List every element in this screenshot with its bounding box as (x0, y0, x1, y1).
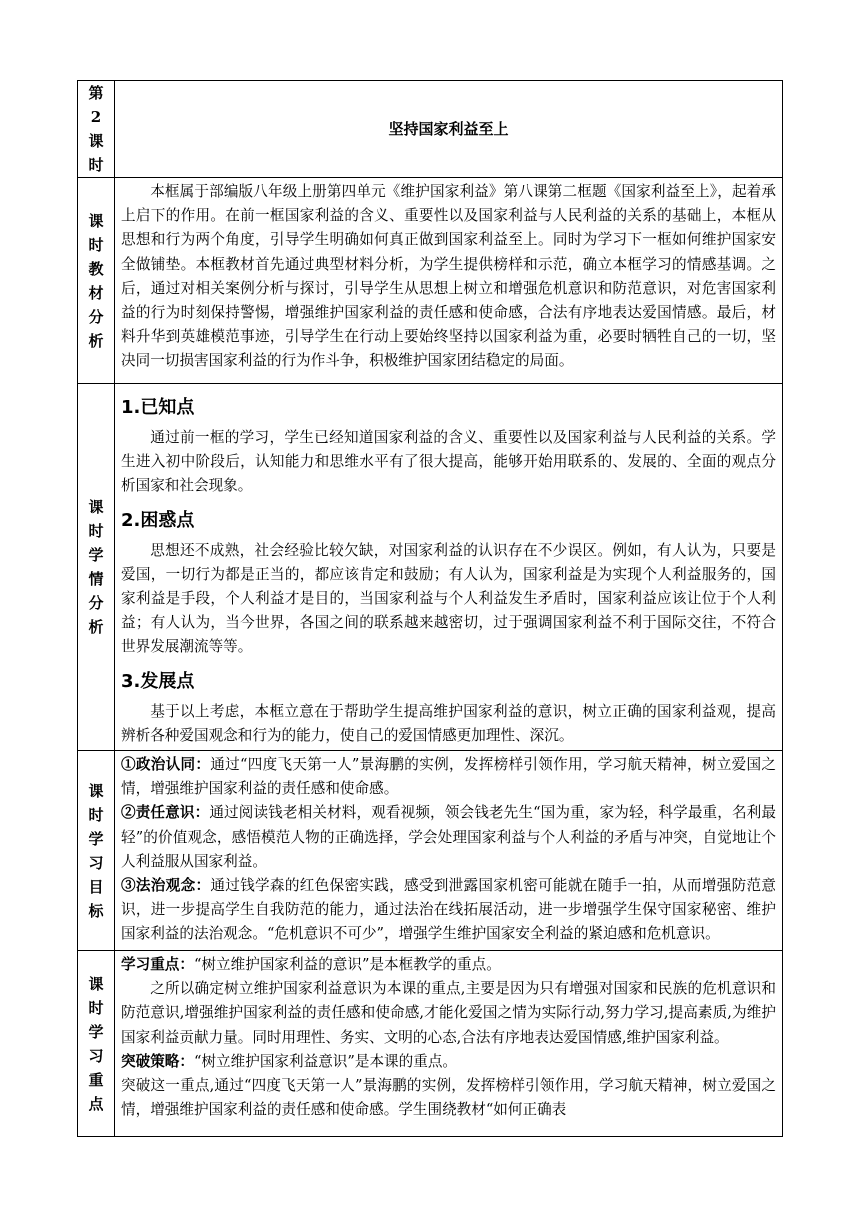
objective-political (121, 753, 776, 801)
objective-rule-of-law (121, 874, 776, 947)
material-analysis-label: 课时教材分析 (88, 211, 104, 350)
key-strategy-text: “树立维护国家利益意识”是本课的重点。 (193, 1052, 458, 1070)
lesson-title: 坚持国家利益至上 (388, 120, 509, 138)
objective-responsibility (121, 801, 776, 874)
key-focus (121, 953, 776, 977)
key-points-label-cell (78, 951, 115, 1137)
objective-political-term: ①政治认同： (121, 756, 211, 774)
objectives-label-cell (78, 751, 115, 951)
lesson-number-label: 第2课时 (88, 84, 104, 174)
lesson-title-cell (115, 81, 783, 178)
lesson-number-cell (78, 81, 115, 178)
key-points-label: 课时学习重点 (88, 974, 104, 1113)
title-row (78, 81, 783, 178)
material-analysis-cell (115, 178, 783, 384)
key-strategy-detail: 突破这一重点,通过“四度飞天第一人”景海鹏的实例，发挥榜样引领作用，学习航天精神，树立爱国之情，增强维护国家利益的责任感和使命感。学生围绕教材“如何正确表 (121, 1077, 776, 1119)
key-strategy (121, 1050, 776, 1074)
lesson-plan-table (77, 80, 783, 1137)
objective-responsibility-text: 通过阅读钱老相关材料，观看视频，领会钱老先生“国为重，家为轻，科学最重，名利最轻”的价值观念，感悟模范人物的正确选择，学会处理国家利益与个人利益的矛盾与冲突，自觉地让个人利益服从国家利益。 (121, 804, 776, 870)
student-analysis-label-cell (78, 384, 115, 751)
objectives-label: 课时学习目标 (88, 781, 104, 920)
confusion-points-text: 思想还不成熟，社会经验比较欠缺，对国家利益的认识存在不少误区。例如，有人认为，只要是爱国，一切行为都是正当的，都应该肯定和鼓励；有人认为，国家利益是为实现个人利益服务的，国家利益是手段，个人利益才是目的，当国家利益与个人利益发生矛盾时，国家利益应该让位于个人利益；有人认为，当今世界，各国之间的联系越来越密切，过于强调国家利益不利于国际交往，不符合世界发展潮流等等。 (121, 541, 776, 656)
objective-rule-of-law-text: 通过钱学森的红色保密实践，感受到泄露国家机密可能就在随手一拍，从而增强防范意识，进一步提高学生自我防范的能力，通过法治在线拓展活动，进一步增强学生保守国家秘密、维护国家利益的法治观念。“危机意识不可少”，增强学生维护国家安全利益的紧迫感和危机意识。 (121, 877, 776, 943)
key-strategy-term: 突破策略： (121, 1052, 194, 1070)
key-reason-text: 之所以确定树立维护国家利益意识为本课的重点,主要是因为只有增强对国家和民族的危机意识和防范意识,增强维护国家利益的责任感和使命感,才能化爱国之情为实际行动,努力学习,提高素质,为维护国家利益贡献力量。同时用理性、务实、文明的心态,合法有序地表达爱国情感,维护国家利益。 (121, 980, 776, 1046)
student-analysis-label: 课时学情分析 (88, 498, 104, 637)
development-points-text: 基于以上考虑，本框立意在于帮助学生提高维护国家利益的意识，树立正确的国家利益观，提高辨析各种爱国观念和行为的能力，使自己的爱国情感更加理性、深沉。 (121, 702, 776, 744)
material-analysis-text: 本框属于部编版八年级上册第四单元《维护国家利益》第八课第二框题《国家利益至上》，起着承上启下的作用。在前一框国家利益的含义、重要性以及国家利益与人民利益的关系的基础上，本框从思想和行为两个角度，引导学生明确如何真正做到国家利益至上。同时为学习下一框如何维护国家安全做铺垫。本框教材首先通过典型材料分析，为学生提供榜样和示范，确立本框学习的情感基调。之后，通过对相关案例分析与探讨，引导学生从思想上树立和增强危机意识和防范意识，对危害国家利益的行为时刻保持警惕，增强维护国家利益的责任感和使命感，合法有序地表达爱国情感。最后，材料升华到英雄模范事迹，引导学生在行动上要始终坚持以国家利益为重，必要时牺牲自己的一切，坚决同一切损害国家利益的行为作斗争，积极维护国家团结稳定的局面。 (121, 183, 776, 370)
confusion-points-heading: 2.困惑点 (121, 509, 195, 531)
student-analysis-cell (115, 384, 783, 751)
objective-responsibility-term: ②责任意识： (121, 804, 210, 822)
material-analysis-row (78, 178, 783, 384)
objectives-cell (115, 751, 783, 951)
objectives-row (78, 751, 783, 951)
objective-rule-of-law-term: ③法治观念： (121, 877, 211, 895)
student-analysis-row (78, 384, 783, 751)
key-points-cell (115, 951, 783, 1137)
development-points-heading: 3.发展点 (121, 670, 195, 692)
known-points-heading: 1.已知点 (121, 397, 195, 418)
material-analysis-label-cell (78, 178, 115, 384)
key-focus-term: 学习重点： (121, 956, 194, 974)
key-focus-text: “树立维护国家利益的意识”是本框教学的重点。 (193, 956, 501, 974)
known-points-text: 通过前一框的学习，学生已经知道国家利益的含义、重要性以及国家利益与人民利益的关系。学生进入初中阶段后，认知能力和思维水平有了很大提高，能够开始用联系的、发展的、全面的观点分析国家和社会现象。 (121, 429, 776, 495)
key-points-row (78, 951, 783, 1137)
objective-political-text: 通过“四度飞天第一人”景海鹏的实例，发挥榜样引领作用，学习航天精神，树立爱国之情，增强维护国家利益的责任感和使命感。 (121, 756, 776, 798)
lesson-plan-page (77, 80, 783, 1137)
